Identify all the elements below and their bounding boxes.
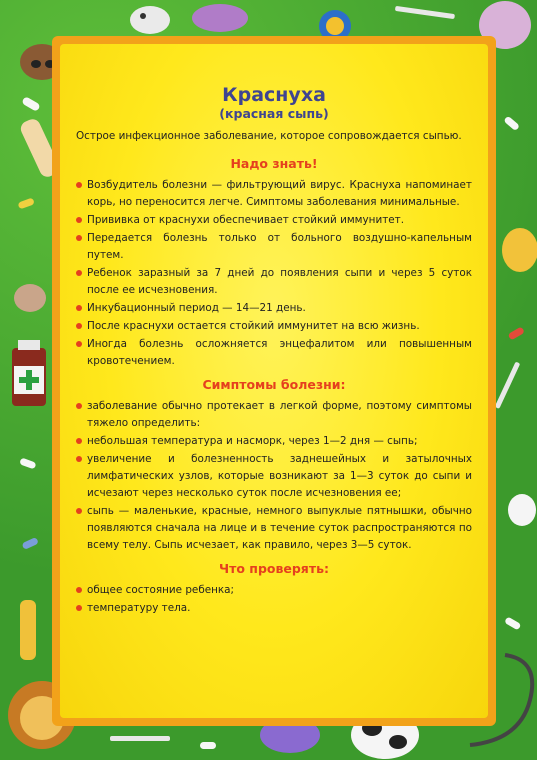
list-item: заболевание обычно протекает в легкой форме, поэтому симптомы тяжело определить:	[76, 398, 472, 432]
bullet-icon	[76, 270, 82, 276]
list-item: Возбудитель болезни — фильтрующий вирус. Краснуха напоминает корь, но переносится легче. Симптомы заболевания минимальные.	[76, 177, 472, 211]
thermometer-illustration	[395, 6, 455, 19]
dog-illustration	[502, 228, 537, 272]
bullet-icon	[76, 508, 82, 514]
list-item: увеличение и болезненность заднешейных и затылочных лимфатических узлов, которые возникают за 1—3 суток до сыпи и исчезают через несколько суток после исчезновения ее;	[76, 451, 472, 502]
bullet-icon	[76, 182, 82, 188]
page-title: Краснуха	[222, 84, 326, 106]
bullet-icon	[76, 403, 82, 409]
list-item: общее состояние ребенка;	[76, 582, 472, 599]
section-heading-need-to-know: Надо знать!	[230, 156, 318, 171]
list-item: сыпь — маленькие, красные, немного выпуклые пятнышки, обычно появляются сначала на лице и в течение суток распространяются по всему телу. Сыпь исчезает, как правило, через 3—5 суток.	[76, 503, 472, 554]
check-list	[76, 582, 472, 617]
list-item: небольшая температура и насморк, через 1—2 дня — сыпь;	[76, 433, 472, 450]
giraffe-illustration	[20, 600, 36, 660]
cat-illustration	[14, 284, 46, 312]
list-item: Передается болезнь только от больного воздушно-капельным путем.	[76, 230, 472, 264]
medicine-bottle-illustration	[12, 340, 46, 406]
intro-text: Острое инфекционное заболевание, которое сопровождается сыпью.	[76, 130, 462, 142]
article	[76, 84, 472, 618]
bullet-icon	[76, 217, 82, 223]
duck-illustration	[508, 494, 536, 526]
bullet-icon	[76, 605, 82, 611]
fish-illustration	[130, 6, 170, 34]
bullet-icon	[76, 587, 82, 593]
symptoms-list	[76, 398, 472, 554]
list-item: После краснухи остается стойкий иммунитет на всю жизнь.	[76, 318, 472, 335]
need-to-know-list	[76, 177, 472, 370]
page-subtitle: (красная сыпь)	[219, 106, 329, 121]
hippo-illustration	[192, 4, 248, 32]
list-item: Прививка от краснухи обеспечивает стойкий иммунитет.	[76, 212, 472, 229]
bullet-icon	[76, 341, 82, 347]
list-item: температуру тела.	[76, 600, 472, 617]
bullet-icon	[76, 438, 82, 444]
section-heading-symptoms: Симптомы болезни:	[202, 377, 346, 392]
list-item: Инкубационный период — 14—21 день.	[76, 300, 472, 317]
bullet-icon	[76, 305, 82, 311]
list-item: Иногда болезнь осложняется энцефалитом или повышенным кровотечением.	[76, 336, 472, 370]
list-item: Ребенок заразный за 7 дней до появления сыпи и через 5 суток после ее исчезновения.	[76, 265, 472, 299]
bullet-icon	[76, 456, 82, 462]
bullet-icon	[76, 235, 82, 241]
bullet-icon	[76, 323, 82, 329]
section-heading-what-to-check: Что проверять:	[219, 561, 329, 576]
